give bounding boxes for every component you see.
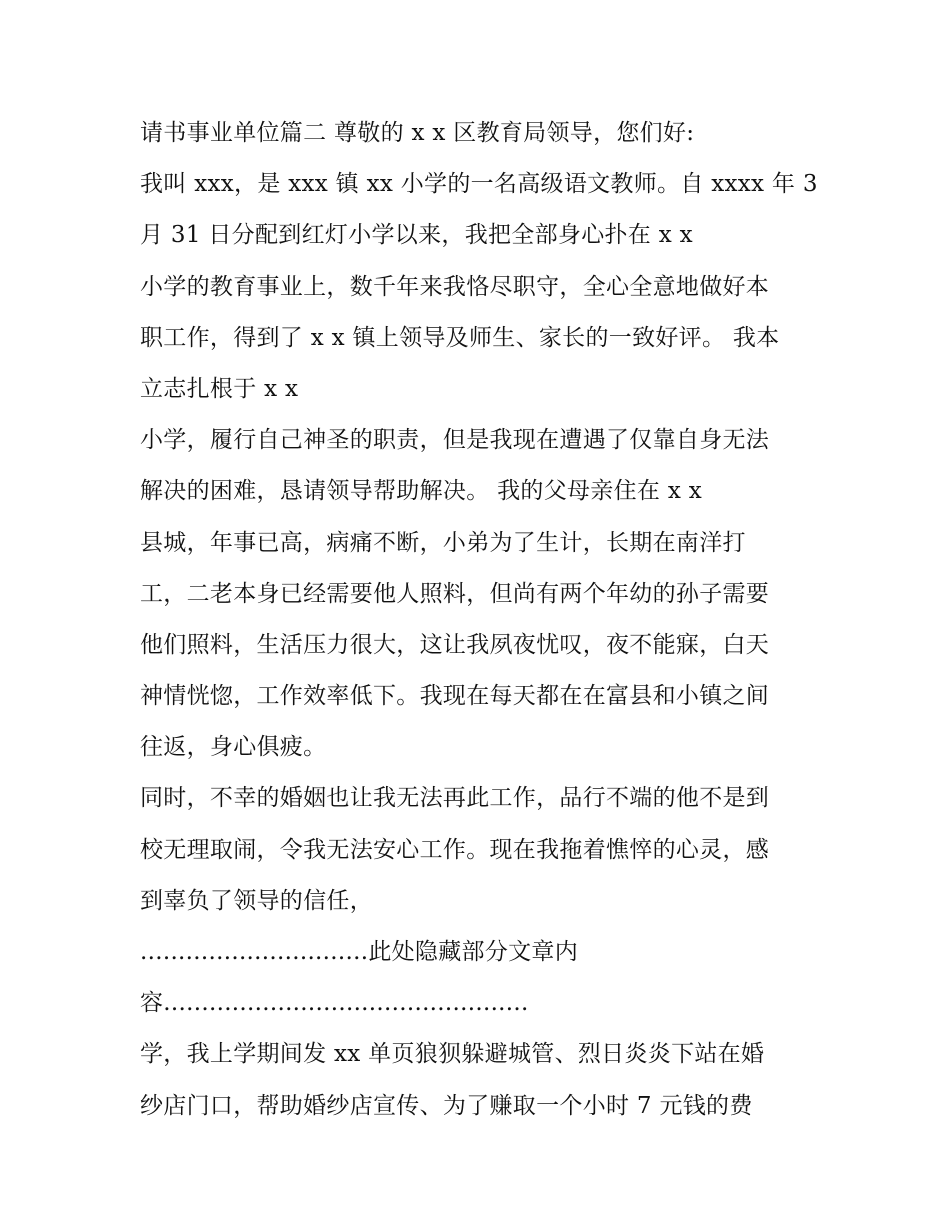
hidden-content-notice: 容................................................ <box>140 990 529 1017</box>
text-line: 月 31 日分配到红灯小学以来，我把全部身心扑在 x x <box>140 222 693 249</box>
text-line: 小学，履行自己神圣的职责，但是我现在遭遇了仅靠自身无法 <box>140 427 770 454</box>
text-line: 学，我上学期间发 xx 单页狼狈躲避城管、烈日炎炎下站在婚 <box>140 1041 765 1068</box>
text-line: 到辜负了领导的信任， <box>140 887 373 914</box>
text-line: 工，二老本身已经需要他人照料，但尚有两个年幼的孙子需要 <box>140 580 770 607</box>
text-line: 神情恍惚，工作效率低下。我现在每天都在在富县和小镇之间 <box>140 683 770 710</box>
text-line: 校无理取闹，令我无法安心工作。现在我拖着憔悴的心灵，感 <box>140 836 770 863</box>
text-line: 解决的困难，恳请领导帮助解决。 我的父母亲住在 x x <box>140 478 702 505</box>
text-line: 往返，身心俱疲。 <box>140 734 327 761</box>
text-line: 同时，不幸的婚姻也让我无法再此工作，品行不端的他不是到 <box>140 785 770 812</box>
text-line: 我叫 xxx，是 xxx 镇 xx 小学的一名高级语文教师。自 xxxx 年 3 <box>140 171 818 198</box>
document-body <box>140 108 830 1132</box>
text-line: 职工作，得到了 x x 镇上领导及师生、家长的一致好评。 我本 <box>140 324 780 351</box>
text-line: 他们照料，生活压力很大，这让我夙夜忧叹，夜不能寐，白天 <box>140 631 770 658</box>
text-line: 小学的教育事业上，数千年来我恪尽职守，全心全意地做好本 <box>140 273 770 300</box>
text-line: 立志扎根于 x x <box>140 375 299 402</box>
text-line: 县城，年事已高，病痛不断，小弟为了生计，长期在南洋打 <box>140 529 746 556</box>
hidden-content-notice: ..............................此处隐藏部分文章内 <box>140 939 579 965</box>
text-line: 纱店门口，帮助婚纱店宣传、为了赚取一个小时 7 元钱的费 <box>140 1092 753 1119</box>
text-line: 请书事业单位篇二 尊敬的 x x 区教育局领导，您们好: <box>140 120 695 146</box>
